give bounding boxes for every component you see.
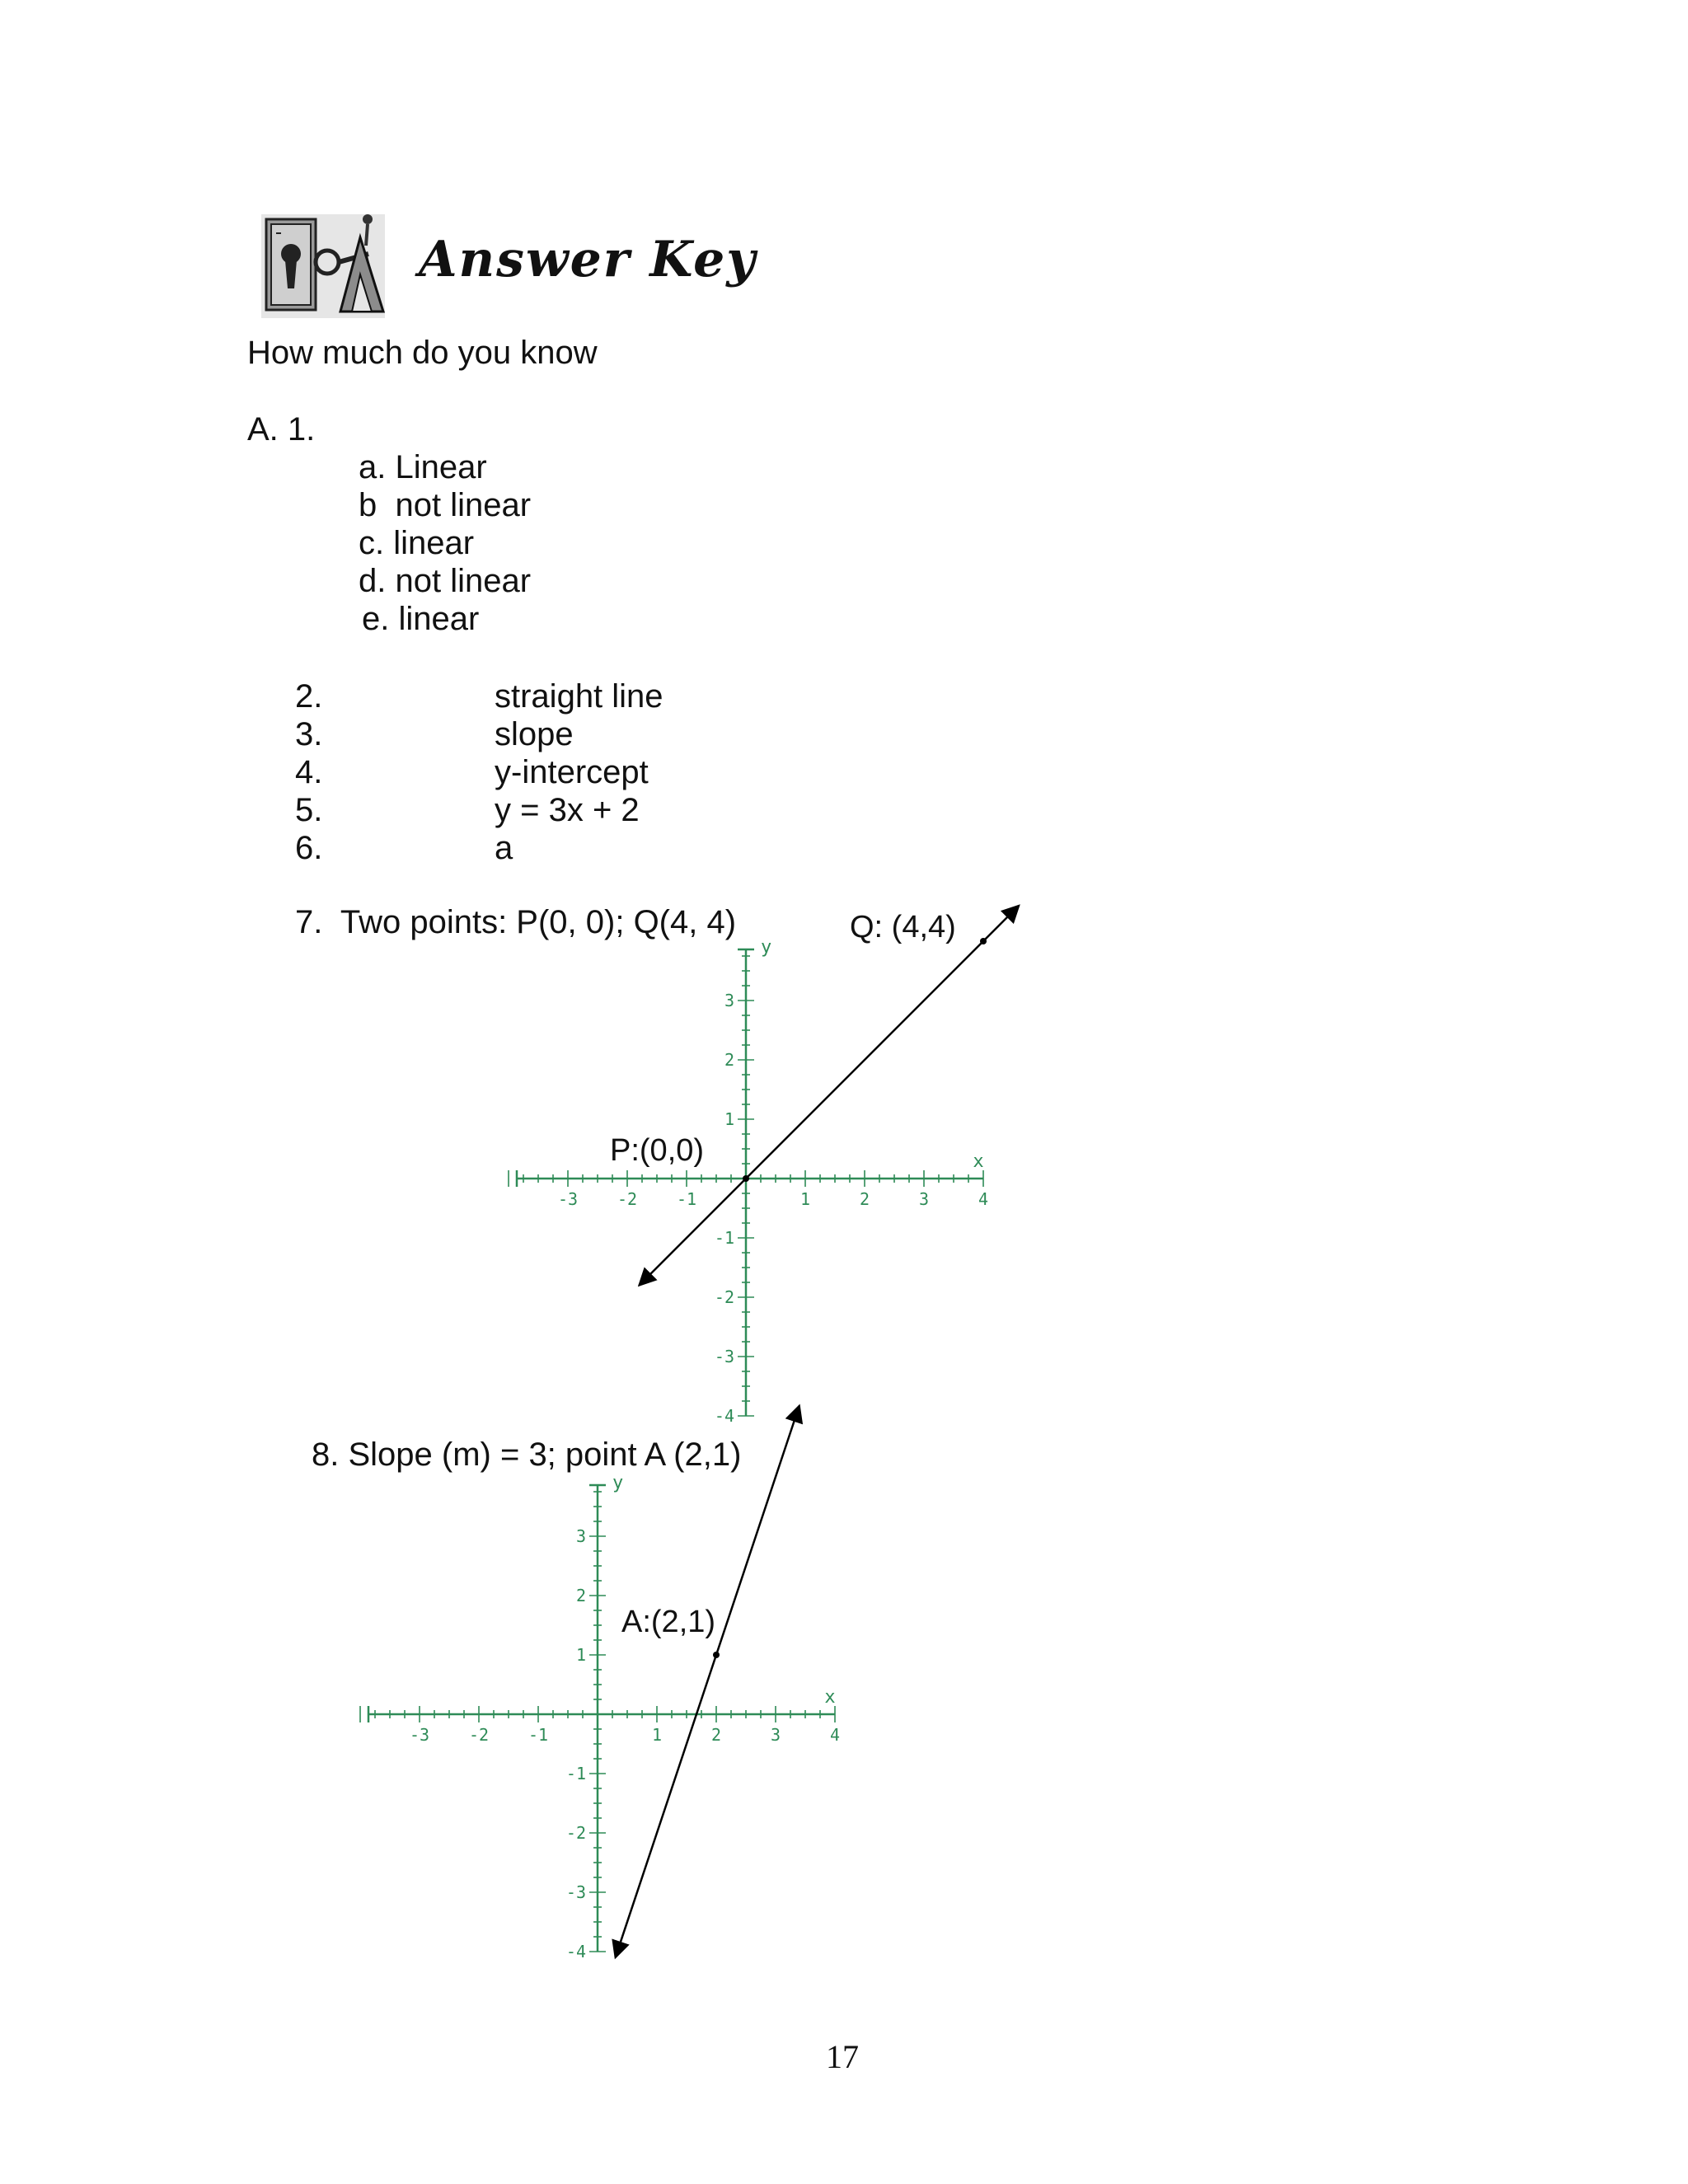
y-axis-label: y <box>612 1473 624 1493</box>
x-tick-label: -3 <box>409 1725 430 1745</box>
y-axis-label: y <box>761 937 772 958</box>
x-tick-label: 4 <box>978 1189 989 1209</box>
x-tick-label: -2 <box>468 1725 490 1745</box>
section-a-list <box>359 448 531 638</box>
answer-number: 3. <box>295 716 323 752</box>
y-tick-label: -4 <box>714 1406 734 1426</box>
list-item: e. linear <box>362 601 480 637</box>
point-label: A:(2,1) <box>621 1605 716 1639</box>
key-and-lock-icon <box>260 196 396 320</box>
x-tick-label: 2 <box>710 1725 722 1745</box>
x-tick-label: 3 <box>918 1189 930 1209</box>
page-title: Answer Key <box>419 231 757 288</box>
x-axis-label: x <box>824 1687 836 1708</box>
list-item: d. not linear <box>359 563 532 599</box>
answer-number: 5. <box>295 792 323 828</box>
data-point <box>743 1175 749 1182</box>
x-tick-label: -1 <box>676 1189 697 1209</box>
point-label: Q: (4,4) <box>850 910 956 944</box>
x-tick-label: -3 <box>557 1189 579 1209</box>
answer-row <box>295 791 663 829</box>
y-tick-label: -2 <box>565 1823 586 1843</box>
graph-line <box>639 906 1019 1286</box>
header-logo <box>260 196 396 320</box>
y-tick-label: 1 <box>575 1645 586 1665</box>
y-tick-label: -3 <box>714 1347 734 1366</box>
page-number: 17 <box>826 2038 859 2075</box>
data-point <box>713 1652 720 1658</box>
graph-line <box>616 1406 799 1958</box>
graph-question-7 <box>495 910 1039 1426</box>
x-tick-label: 1 <box>799 1189 811 1209</box>
answer-number: 2. <box>295 678 323 715</box>
y-tick-label: -4 <box>565 1942 586 1961</box>
y-tick-label: -3 <box>565 1882 586 1902</box>
answer-row <box>295 715 663 753</box>
x-tick-label: -2 <box>617 1189 638 1209</box>
question-7: 7. Two points: P(0, 0); Q(4, 4) <box>295 904 737 940</box>
list-item: b not linear <box>359 487 532 523</box>
answers-list <box>295 677 663 867</box>
page-subtitle: How much do you know <box>247 335 598 371</box>
y-tick-label: 3 <box>575 1526 586 1546</box>
y-tick-label: -1 <box>714 1228 734 1248</box>
y-tick-label: 1 <box>724 1109 734 1129</box>
list-item: a. Linear <box>359 449 487 485</box>
x-axis-label: x <box>973 1151 984 1172</box>
x-tick-label: 4 <box>829 1725 841 1745</box>
y-tick-label: 3 <box>724 991 734 1010</box>
y-tick-label: 2 <box>575 1586 586 1605</box>
x-tick-label: -1 <box>528 1725 549 1745</box>
answer-row <box>295 829 663 867</box>
list-item: c. linear <box>359 525 475 561</box>
x-tick-label: 3 <box>770 1725 781 1745</box>
answer-row <box>295 677 663 715</box>
x-tick-label: 2 <box>859 1189 870 1209</box>
answer-row <box>295 753 663 791</box>
answer-text: slope <box>495 716 574 752</box>
answer-text: y-intercept <box>495 754 649 790</box>
point-label: P:(0,0) <box>610 1133 705 1168</box>
y-tick-label: 2 <box>724 1050 734 1070</box>
answer-text: a <box>495 830 513 866</box>
question-8: 8. Slope (m) = 3; point A (2,1) <box>312 1436 742 1473</box>
section-a-label: A. 1. <box>247 411 316 448</box>
answer-number: 6. <box>295 830 323 866</box>
answer-text: straight line <box>495 678 663 715</box>
y-tick-label: -1 <box>565 1764 586 1783</box>
answer-text: y = 3x + 2 <box>495 792 640 828</box>
answer-number: 4. <box>295 754 323 790</box>
y-tick-label: -2 <box>714 1287 734 1307</box>
data-point <box>980 938 987 944</box>
x-tick-label: 1 <box>651 1725 663 1745</box>
graph-question-8 <box>346 1473 890 1961</box>
